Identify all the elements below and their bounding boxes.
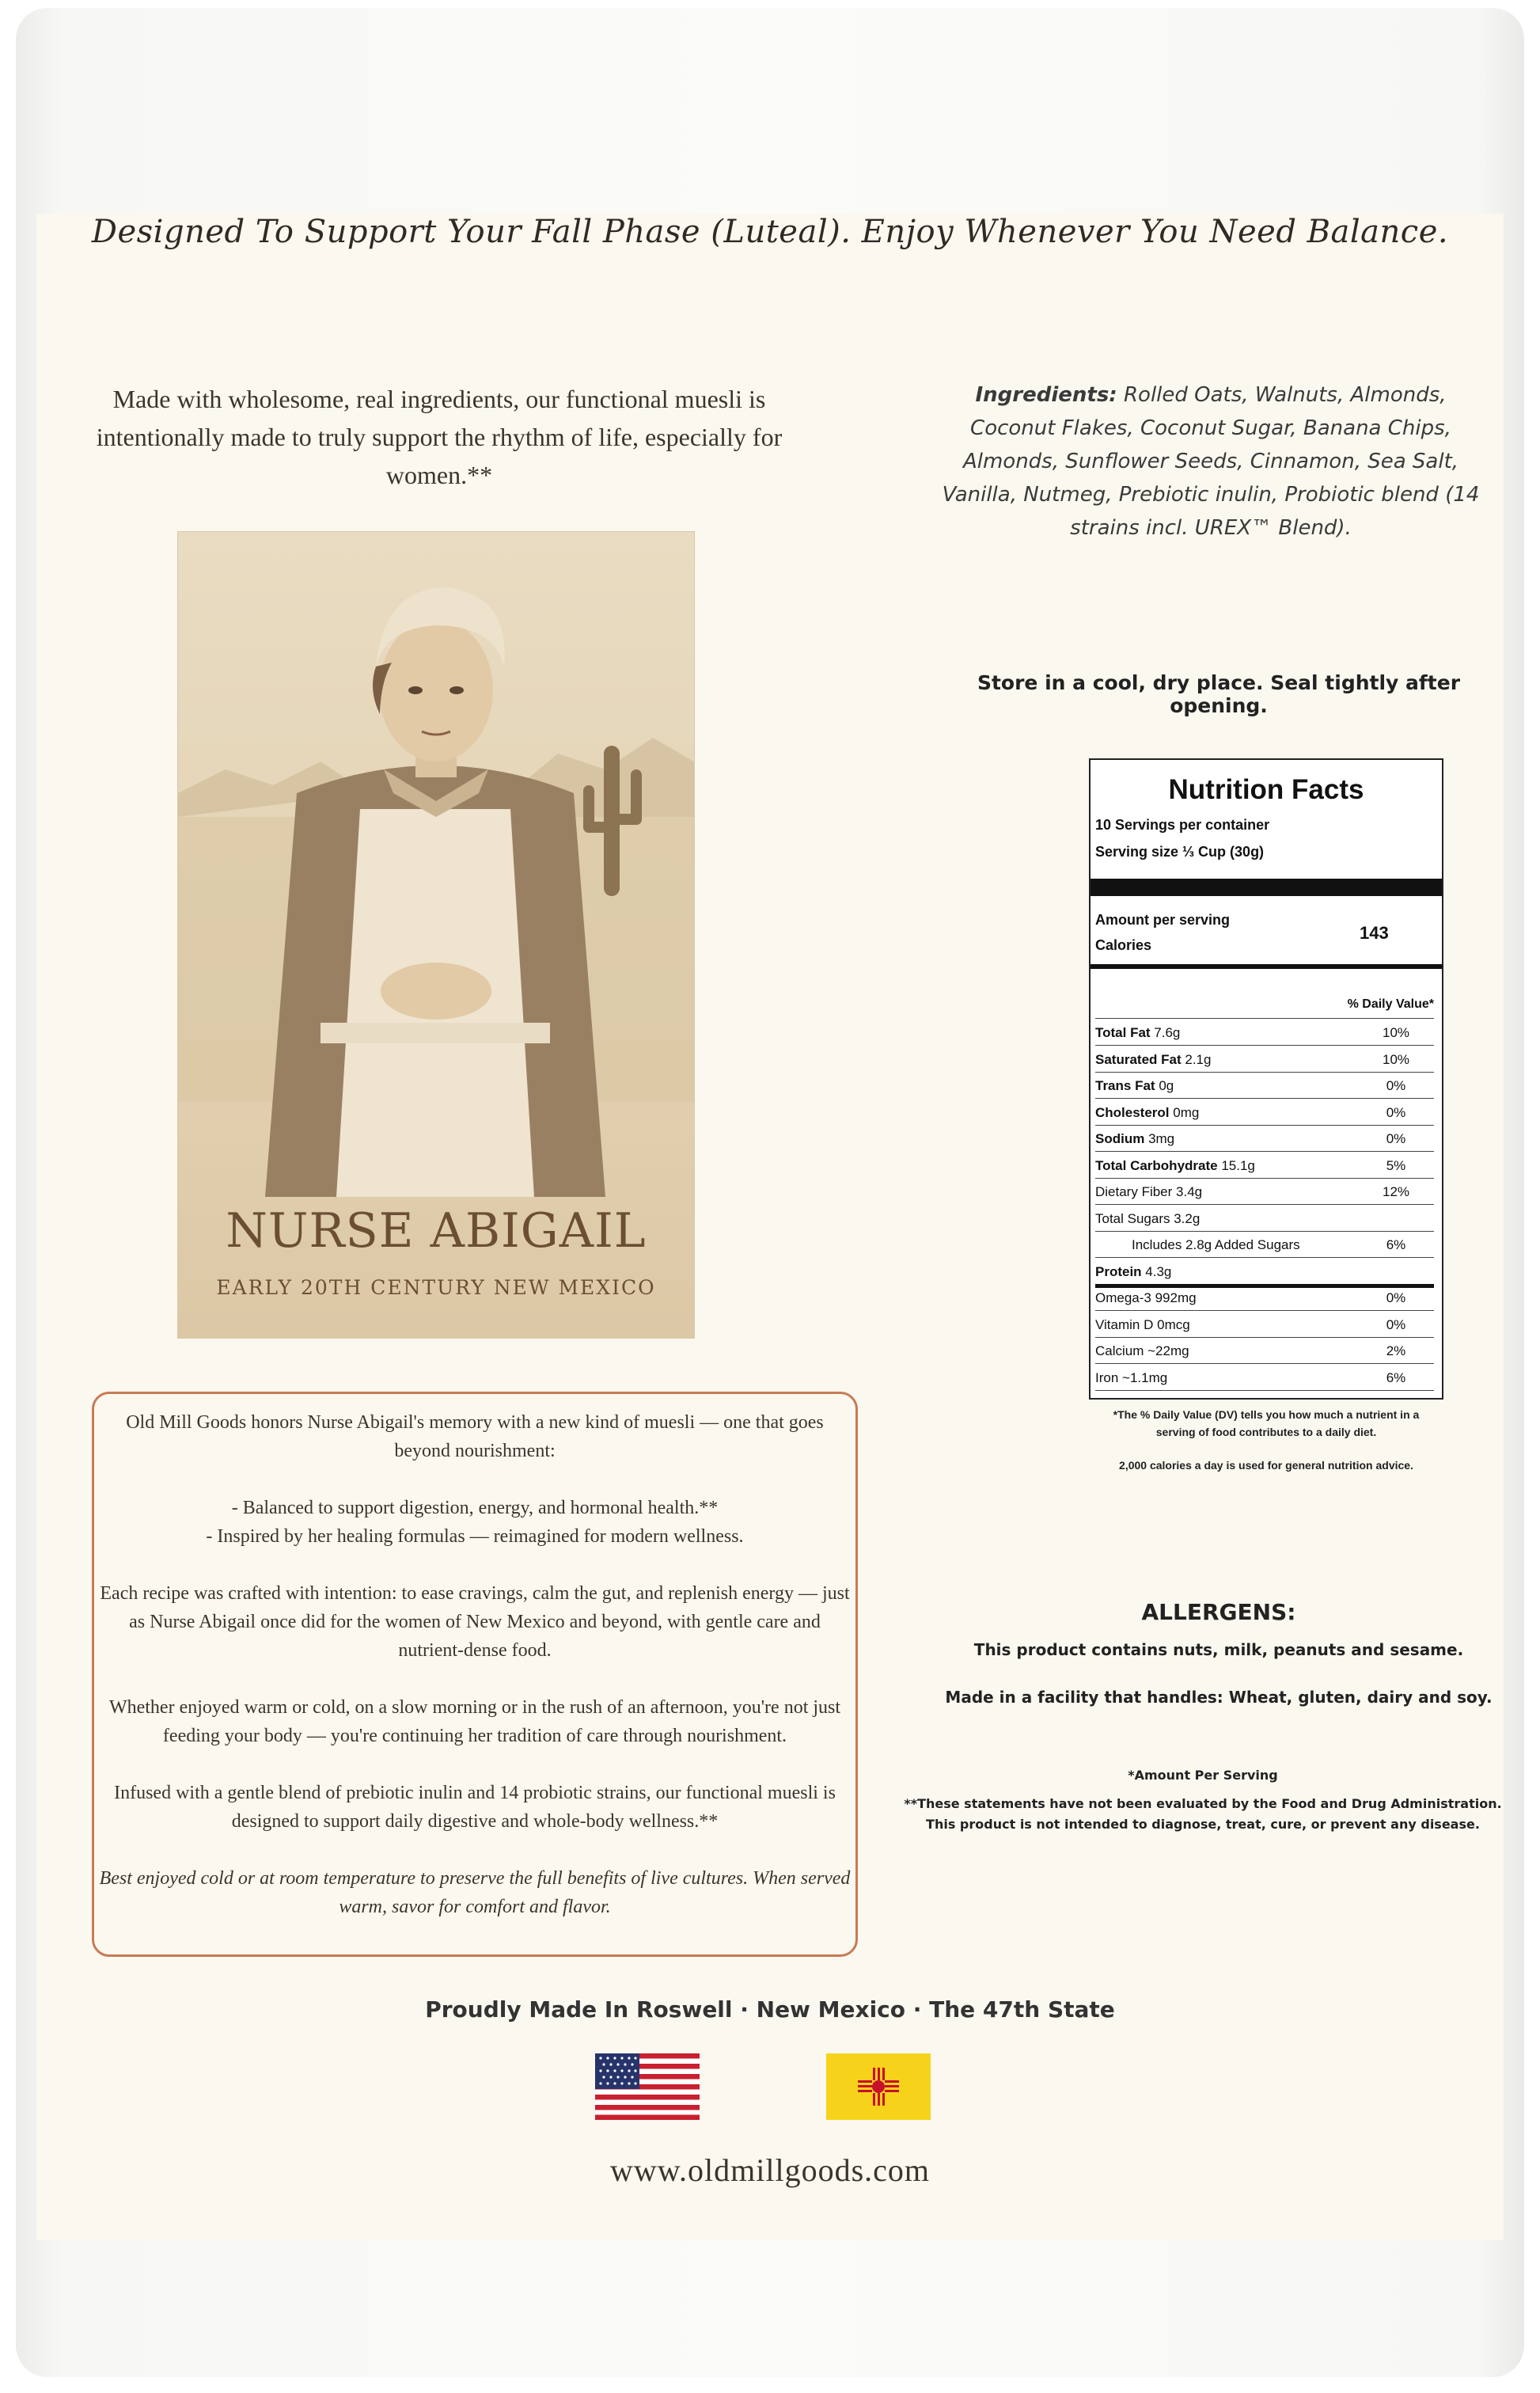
nutrient-label [1095,1158,1255,1174]
nutrient-label [1095,1131,1174,1147]
daily-value-header: % Daily Value* [1347,997,1434,1011]
nutrient-row [1095,1284,1434,1311]
nutrient-amount: ~1.1mg [1118,1369,1168,1385]
portrait-subtitle: EARLY 20TH CENTURY NEW MEXICO [216,1276,656,1299]
nutrient-row [1095,1099,1434,1126]
nutrient-daily-value: 10% [1382,1051,1410,1067]
nutrient-daily-value: 5% [1386,1157,1406,1173]
nutrient-label [1095,1025,1180,1041]
nutrient-name: Iron [1095,1369,1119,1385]
nutrient-daily-value: 2% [1386,1343,1406,1358]
nutrient-daily-value: 0% [1386,1131,1406,1146]
intro-text: Made with wholesome, real ingredients, our functional muesli is intentionally made to truly support the rhythm of life, especially for women.** [96,385,783,489]
nutrient-daily-value: 0% [1386,1078,1406,1093]
nutrient-daily-value: 0% [1386,1290,1406,1305]
nutrient-amount: 4.3g [1141,1263,1172,1279]
storage-instructions: Store in a cool, dry place. Seal tightly after opening. [977,671,1461,717]
nutrient-daily-value: 0% [1386,1316,1406,1332]
nutrient-amount: 3mg [1144,1131,1175,1146]
nutrient-daily-value: 6% [1386,1237,1406,1252]
nutrient-row [1095,1125,1434,1152]
nutrient-row [1095,1337,1434,1364]
allergens-contains: This product contains nuts, milk, peanuts and sesame. [973,1640,1464,1659]
allergens-facility: Made in a facility that handles: Wheat, gluten, dairy and soy. [945,1688,1493,1707]
ingredients-label: Ingredients: [975,383,1117,407]
story-bullet-1: - Balanced to support digestion, energy, and hormonal health.** [231,1498,719,1518]
nutrient-amount: 3.4g [1172,1184,1203,1199]
nutrient-row [1095,1258,1434,1288]
nutrient-name: Protein [1095,1263,1142,1279]
medium-divider [1091,964,1442,969]
nutrient-label [1095,1105,1199,1121]
allergens-title: ALLERGENS: [1141,1599,1296,1625]
story-paragraph-5: Best enjoyed cold or at room temperature to preserve the full benefits of live cultures. When served warm, savor for comfort and flavor. [99,1868,851,1917]
story-box [92,1392,858,1957]
nutrient-name: Saturated Fat [1095,1051,1182,1067]
story-bullet-2: - Inspired by her healing formulas — reimagined for modern wellness. [206,1526,744,1547]
nutrient-name: Vitamin D [1095,1316,1154,1332]
nutrient-amount: 0mcg [1153,1316,1190,1332]
calories-label: Calories [1095,937,1152,953]
nurse-abigail-portrait [178,532,694,1338]
servings-per-container: 10 Servings per container [1095,817,1270,833]
nutrient-name: Total Carbohydrate [1095,1157,1218,1173]
portrait-name: NURSE ABIGAIL [226,1203,647,1259]
nutrient-row [1095,1364,1434,1391]
ingredients-block [934,378,1488,545]
fda-disclaimer-2: This product is not intended to diagnose, treat, cure, or prevent any disease. [926,1817,1480,1832]
nutrient-row [1095,1152,1434,1179]
nutrient-label [1132,1237,1300,1253]
fda-disclaimer-1: **These statements have not been evaluated by the Food and Drug Administration. [904,1796,1502,1811]
nutrient-row [1095,1072,1434,1099]
story-paragraph-3: Whether enjoyed warm or cold, on a slow morning or in the rush of an afternoon, you're not just feeding your body — you're continuing her tradition of care through nourishment. [108,1697,841,1746]
calories-value: 143 [1360,923,1389,943]
nutrient-label [1095,1211,1200,1227]
nutrition-footnote-dv: *The % Daily Value (DV) tells you how much a nutrient in a serving of food contributes to a daily diet. [1113,1408,1420,1438]
website-url[interactable]: www.oldmillgoods.com [609,2152,931,2188]
nutrient-amount: 992mg [1151,1290,1197,1305]
nutrient-label [1095,1317,1190,1333]
nutrition-footnote-calories: 2,000 calories a day is used for general nutrition advice. [1119,1459,1413,1472]
nutrient-amount: 2.1g [1181,1051,1212,1067]
nutrient-name: Omega-3 [1095,1290,1151,1305]
nutrient-label [1095,1370,1167,1386]
nutrient-row [1095,1205,1434,1232]
nutrient-amount: 7.6g [1150,1025,1181,1040]
nutrient-daily-value: 6% [1386,1369,1406,1385]
nutrient-daily-value: 12% [1382,1184,1410,1199]
thick-divider [1091,879,1442,896]
nutrient-label [1095,1290,1197,1306]
serving-size: Serving size ⅓ Cup (30g) [1095,844,1265,860]
nutrient-amount: ~22mg [1144,1343,1189,1358]
nutrient-daily-value: 10% [1382,1025,1410,1040]
nutrient-name: Total Sugars [1095,1210,1170,1226]
nutrient-row [1095,1178,1434,1205]
story-intro: Old Mill Goods honors Nurse Abigail's memory with a new kind of muesli — one that goes beyond nourishment: [126,1412,824,1461]
amount-per-serving-label: Amount per serving [1095,912,1231,928]
new-mexico-flag-icon [826,2053,931,2120]
nutrient-daily-value: 0% [1386,1104,1406,1120]
nutrient-amount: 0g [1155,1078,1174,1093]
nutrient-row [1095,1046,1434,1073]
nutrient-row [1095,1231,1434,1258]
nutrient-label [1095,1078,1174,1094]
made-in-statement: Proudly Made In Roswell · New Mexico · The 47th State [425,1996,1115,2023]
amount-per-serving-note: *Amount Per Serving [1128,1768,1278,1783]
nutrient-label [1095,1343,1189,1359]
nutrient-name: Trans Fat [1095,1078,1155,1093]
tagline: Designed To Support Your Fall Phase (Luteal). Enjoy Whenever You Need Balance. [91,214,1449,250]
nutrient-row [1095,1311,1434,1338]
nutrient-row [1095,1019,1434,1046]
nutrient-label [1095,1052,1211,1068]
us-flag-icon [595,2053,700,2120]
nutrient-name: Includes 2.8g Added Sugars [1132,1237,1300,1252]
story-paragraph-2: Each recipe was crafted with intention: to ease cravings, calm the gut, and replenish energy — just as Nurse Abigail once did for the women of New Mexico and beyond, with gentle care and nutrient-dense food. [100,1583,850,1661]
nutrient-name: Cholesterol [1095,1104,1170,1120]
nutrient-name: Sodium [1095,1131,1145,1146]
nutrient-amount: 3.2g [1170,1210,1201,1226]
nutrient-name: Calcium [1095,1343,1144,1358]
nutrient-label [1095,1184,1202,1200]
nutrient-amount: 0mg [1169,1104,1200,1120]
story-paragraph-4: Infused with a gentle blend of prebiotic inulin and 14 probiotic strains, our functional muesli is designed to support daily digestive and whole-body wellness.** [114,1783,836,1832]
nutrient-name: Total Fat [1095,1025,1151,1040]
ingredients-list: Rolled Oats, Walnuts, Almonds, Coconut Flakes, Coconut Sugar, Banana Chips, Almonds, Sunflower Seeds, Cinnamon, Sea Salt, Vanilla, Nutmeg, Prebiotic inulin, Probiotic blend (14 strains incl. UREX™ Blend). [942,383,1480,540]
nutrient-label [1095,1264,1171,1280]
nutrition-facts-panel [1089,758,1443,1400]
nutrition-title: Nutrition Facts [1168,774,1364,805]
nutrient-name: Dietary Fiber [1095,1184,1173,1199]
nutrient-amount: 15.1g [1217,1157,1255,1173]
